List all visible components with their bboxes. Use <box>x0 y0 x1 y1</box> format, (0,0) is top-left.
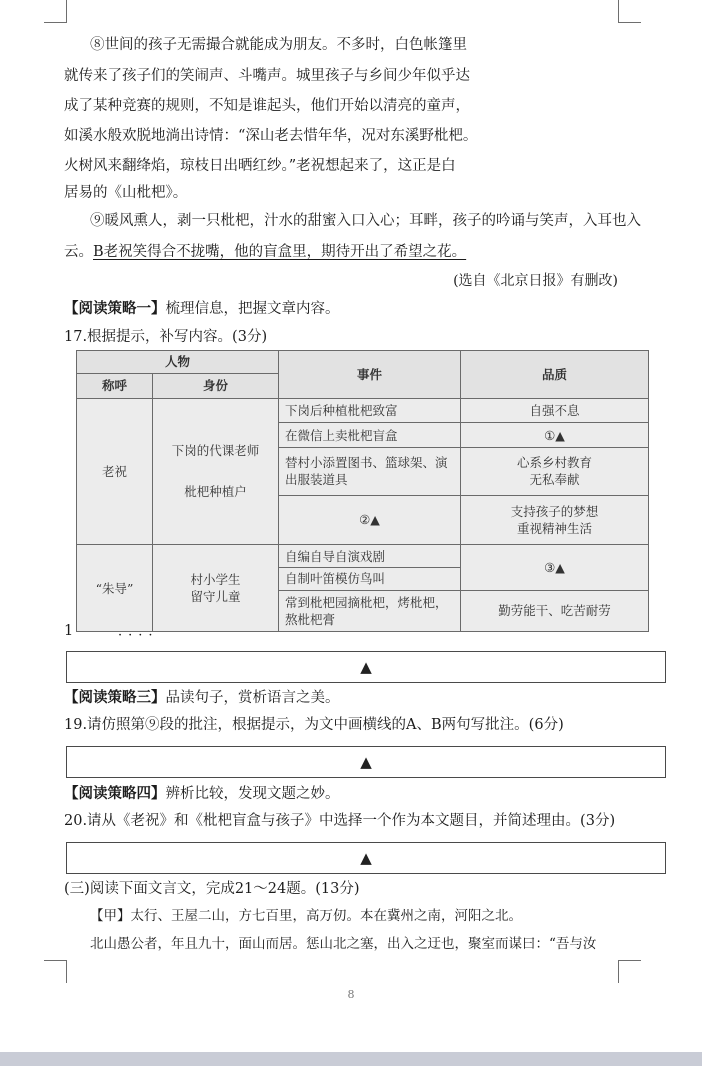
quality-zhudao-blank-3: ③▲ <box>461 545 649 590</box>
crop-mark-bottom-left <box>44 960 67 983</box>
quality-laozhu-3a: 心系乡村教育 <box>517 455 593 471</box>
crop-mark-bottom-right <box>618 960 641 983</box>
strategy-1 <box>64 300 340 318</box>
strategy-3-text: 品读句子，赏析语言之美。 <box>165 690 340 706</box>
passage-p8-line5: 火树风来翻绛焰，琼枝日出晒红纱。”老祝想起来了，这正是白 <box>64 158 456 174</box>
identity-zhudao-1: 村小学生 <box>190 572 241 588</box>
quality-laozhu-blank-1: ①▲ <box>461 423 649 448</box>
header-quality: 品质 <box>461 351 649 399</box>
question-18-fragment: 1 <box>64 623 74 639</box>
passage-p8-line6: 居易的《山枇杷》。 <box>64 185 188 201</box>
source-note: (选自《北京日报》有删改) <box>453 273 618 289</box>
character-info-table <box>76 350 649 632</box>
question-20: 20.请从《老祝》和《枇杷盲盒与孩子》中选择一个作为本文题目，并简述理由。(3分) <box>64 813 616 829</box>
passage-p8-line1: ⑧世间的孩子无需撮合就能成为朋友。不多时，白色帐篷里 <box>90 37 467 53</box>
strategy-1-text: 梳理信息，把握文章内容。 <box>165 301 340 317</box>
classical-text-jia-line1: 【甲】太行、王屋二山，方七百里，高万仞。本在冀州之南，河阳之北。 <box>90 908 522 924</box>
event-zhudao-3: 常到枇杷园摘枇杷，烤枇杷，熬枇杷膏 <box>279 590 461 631</box>
strategy-4-text: 辨析比较，发现文题之妙。 <box>165 786 340 802</box>
strategy-4 <box>64 785 340 803</box>
quality-laozhu-1: 自强不息 <box>461 398 649 423</box>
passage-p9-line1: ⑨暖风熏人，剥一只枇杷，汁水的甜蜜入口入心；耳畔，孩子的吟诵与笑声，入耳也入 <box>90 213 641 229</box>
passage-p9-line2-plain: 云。 <box>64 244 93 260</box>
cell-identity-zhudao <box>153 545 279 632</box>
header-identity: 身份 <box>153 373 279 398</box>
header-person: 人物 <box>77 351 279 374</box>
header-name: 称呼 <box>77 373 153 398</box>
answer-box-20[interactable] <box>66 842 666 874</box>
question-18-dots: ···· <box>118 628 159 643</box>
strategy-1-bracket: 【阅读策略一】 <box>64 300 166 317</box>
passage-p8-line3: 成了某种竞赛的规则，不知是谁起头，他们开始以清亮的童声， <box>64 98 470 114</box>
event-laozhu-1: 下岗后种植枇杷致富 <box>279 398 461 423</box>
cell-identity-laozhu <box>153 398 279 545</box>
quality-laozhu-4a: 支持孩子的梦想 <box>510 503 599 519</box>
quality-laozhu-4b: 重视精神生活 <box>517 520 593 536</box>
quality-zhudao-2: 勤劳能干、吃苦耐劳 <box>461 590 649 631</box>
event-laozhu-2: 在微信上卖枇杷盲盒 <box>279 423 461 448</box>
identity-laozhu-1: 下岗的代课老师 <box>171 443 260 459</box>
crop-mark-top-left <box>44 0 67 23</box>
answer-marker-icon: ▲ <box>360 753 372 771</box>
identity-zhudao-2: 留守儿童 <box>190 589 241 605</box>
passage-p8-line4: 如溪水般欢脱地淌出诗情：“深山老去惜年华，况对东溪野枇杷。 <box>64 128 478 144</box>
answer-box-19[interactable] <box>66 746 666 778</box>
question-19: 19.请仿照第⑨段的批注，根据提示，为文中画横线的A、B两句写批注。(6分) <box>64 717 564 733</box>
event-laozhu-blank-2: ②▲ <box>279 495 461 545</box>
quality-laozhu-3 <box>461 448 649 496</box>
strategy-3 <box>64 689 340 707</box>
cell-name-zhudao: “朱导” <box>77 545 153 632</box>
event-zhudao-1: 自编自导自演戏剧 <box>279 545 461 568</box>
viewer-bottom-bar <box>0 1052 702 1066</box>
answer-marker-icon: ▲ <box>360 849 372 867</box>
passage-p9-line2 <box>64 243 466 261</box>
event-zhudao-2: 自制叶笛模仿鸟叫 <box>279 567 461 590</box>
section-3-heading: (三)阅读下面文言文，完成21～24题。(13分) <box>64 881 360 897</box>
answer-marker-icon: ▲ <box>360 658 372 676</box>
cell-name-laozhu: 老祝 <box>77 398 153 545</box>
page-number: 8 <box>347 988 355 1001</box>
strategy-3-bracket: 【阅读策略三】 <box>64 689 166 706</box>
passage-p8-line2: 就传来了孩子们的笑闹声、斗嘴声。城里孩子与乡间少年似乎达 <box>64 68 470 84</box>
question-17: 17.根据提示，补写内容。(3分) <box>64 329 268 345</box>
strategy-4-bracket: 【阅读策略四】 <box>64 785 166 802</box>
crop-mark-top-right <box>618 0 641 23</box>
classical-text-jia-line2: 北山愚公者，年且九十，面山而居。惩山北之塞，出入之迂也，聚室而谋曰：“吾与汝 <box>90 936 597 952</box>
quality-laozhu-3b: 无私奉献 <box>529 472 580 488</box>
header-event: 事件 <box>279 351 461 399</box>
identity-laozhu-2: 枇杷种植户 <box>184 484 247 500</box>
answer-box-18[interactable] <box>66 651 666 683</box>
event-laozhu-3: 替村小添置图书、篮球架、演出服装道具 <box>279 448 461 496</box>
quality-laozhu-4 <box>461 495 649 545</box>
underlined-sentence-b: B老祝笑得合不拢嘴，他的盲盒里，期待开出了希望之花。 <box>93 244 467 260</box>
